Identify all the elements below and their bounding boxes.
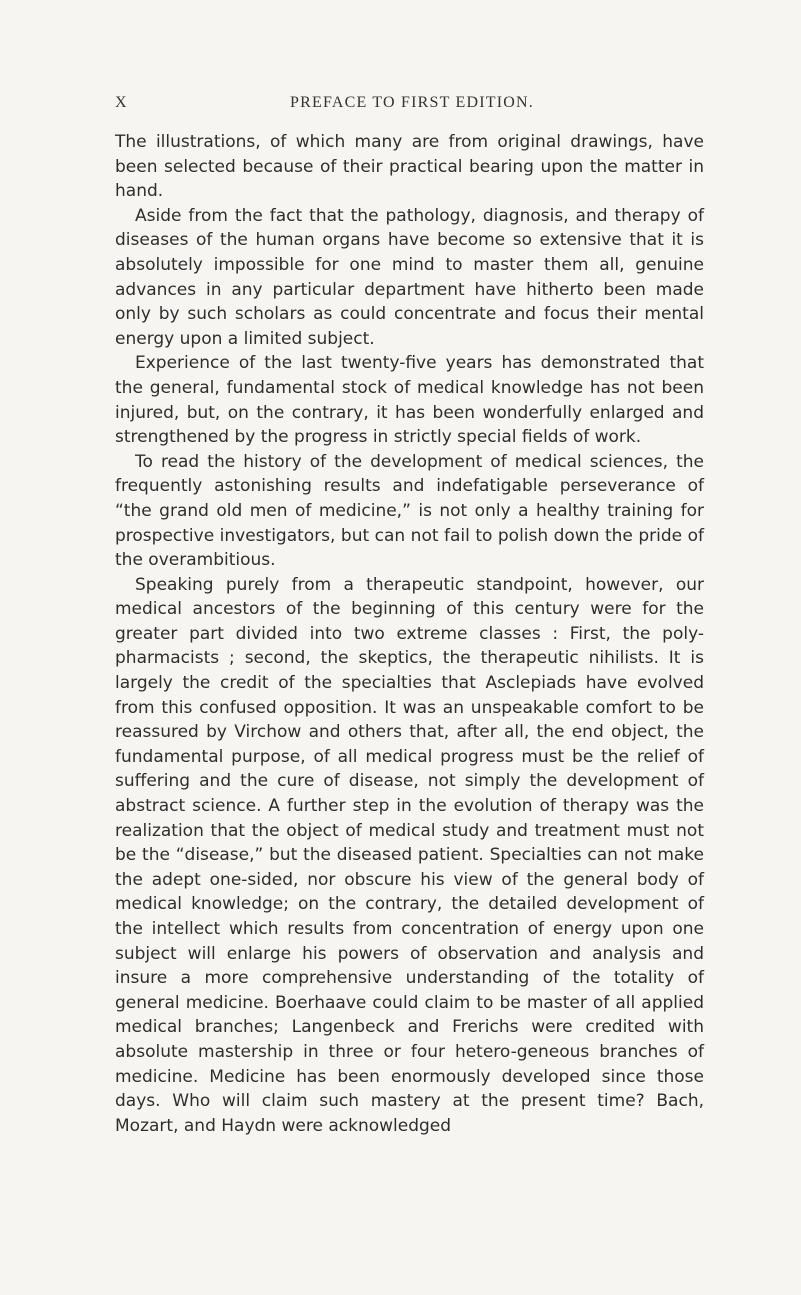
paragraph-history: To read the history of the development of medical sciences, the frequently astonishing results and indefatigable perseverance of “the grand old men of medicine,” is not only a healthy training for prospective investigators, but can not fail to polish down the pride of the overambitious. [115, 451, 704, 571]
paragraph-illustrations: The illustrations, of which many are from original drawings, have been selected because of their practical bearing upon the matter in hand. [115, 132, 704, 202]
page-number: X [115, 94, 128, 111]
paragraph-experience: Experience of the last twenty-five years has demonstrated that the general, fundamental stock of medical knowledge has not been injured, but, on the contrary, it has been wonderfully enlarged and strengthened by the progress in strictly special fields of work. [115, 353, 704, 448]
paragraph-specialization: Aside from the fact that the pathology, diagnosis, and therapy of diseases of the human organs have become so extensive that it is absolutely impossible for one mind to master them all, genuine advances in any particular department have hitherto been made only by such scholars as could concentrate and focus their mental energy upon a limited subject. [115, 205, 704, 349]
body-text [115, 130, 704, 1138]
running-title: PREFACE TO FIRST EDITION. [290, 94, 534, 111]
running-head [0, 94, 801, 114]
paragraph-therapeutic: Speaking purely from a therapeutic standpoint, however, our medical ancestors of the beginning of this century were for the greater part divided into two extreme classes : First, the poly-pharmacists ; second, the skeptics, the therapeutic nihilists. It is largely the credit of the specialties that Asclepiads have evolved from this confused opposition. It was an unspeakable comfort to be reassured by Virchow and others that, after all, the end object, the fundamental purpose, of all medical progress must be the relief of suffering and the cure of disease, not simply the development of abstract science. A further step in the evolution of therapy was the realization that the object of medical study and treatment must not be the “disease,” but the diseased patient. Specialties can not make the adept one-sided, nor obscure his view of the general body of medical knowledge; on the contrary, the detailed development of the intellect which results from concentration of energy upon one subject will enlarge his powers of observation and analysis and insure a more comprehensive understanding of the totality of general medicine. Boerhaave could claim to be master of all applied medical branches; Langenbeck and Frerichs were credited with absolute mastership in three or four hetero-geneous branches of medicine. Medicine has been enormously developed since those days. Who will claim such mastery at the present time? Bach, Mozart, and Haydn were acknowledged [115, 574, 704, 1136]
